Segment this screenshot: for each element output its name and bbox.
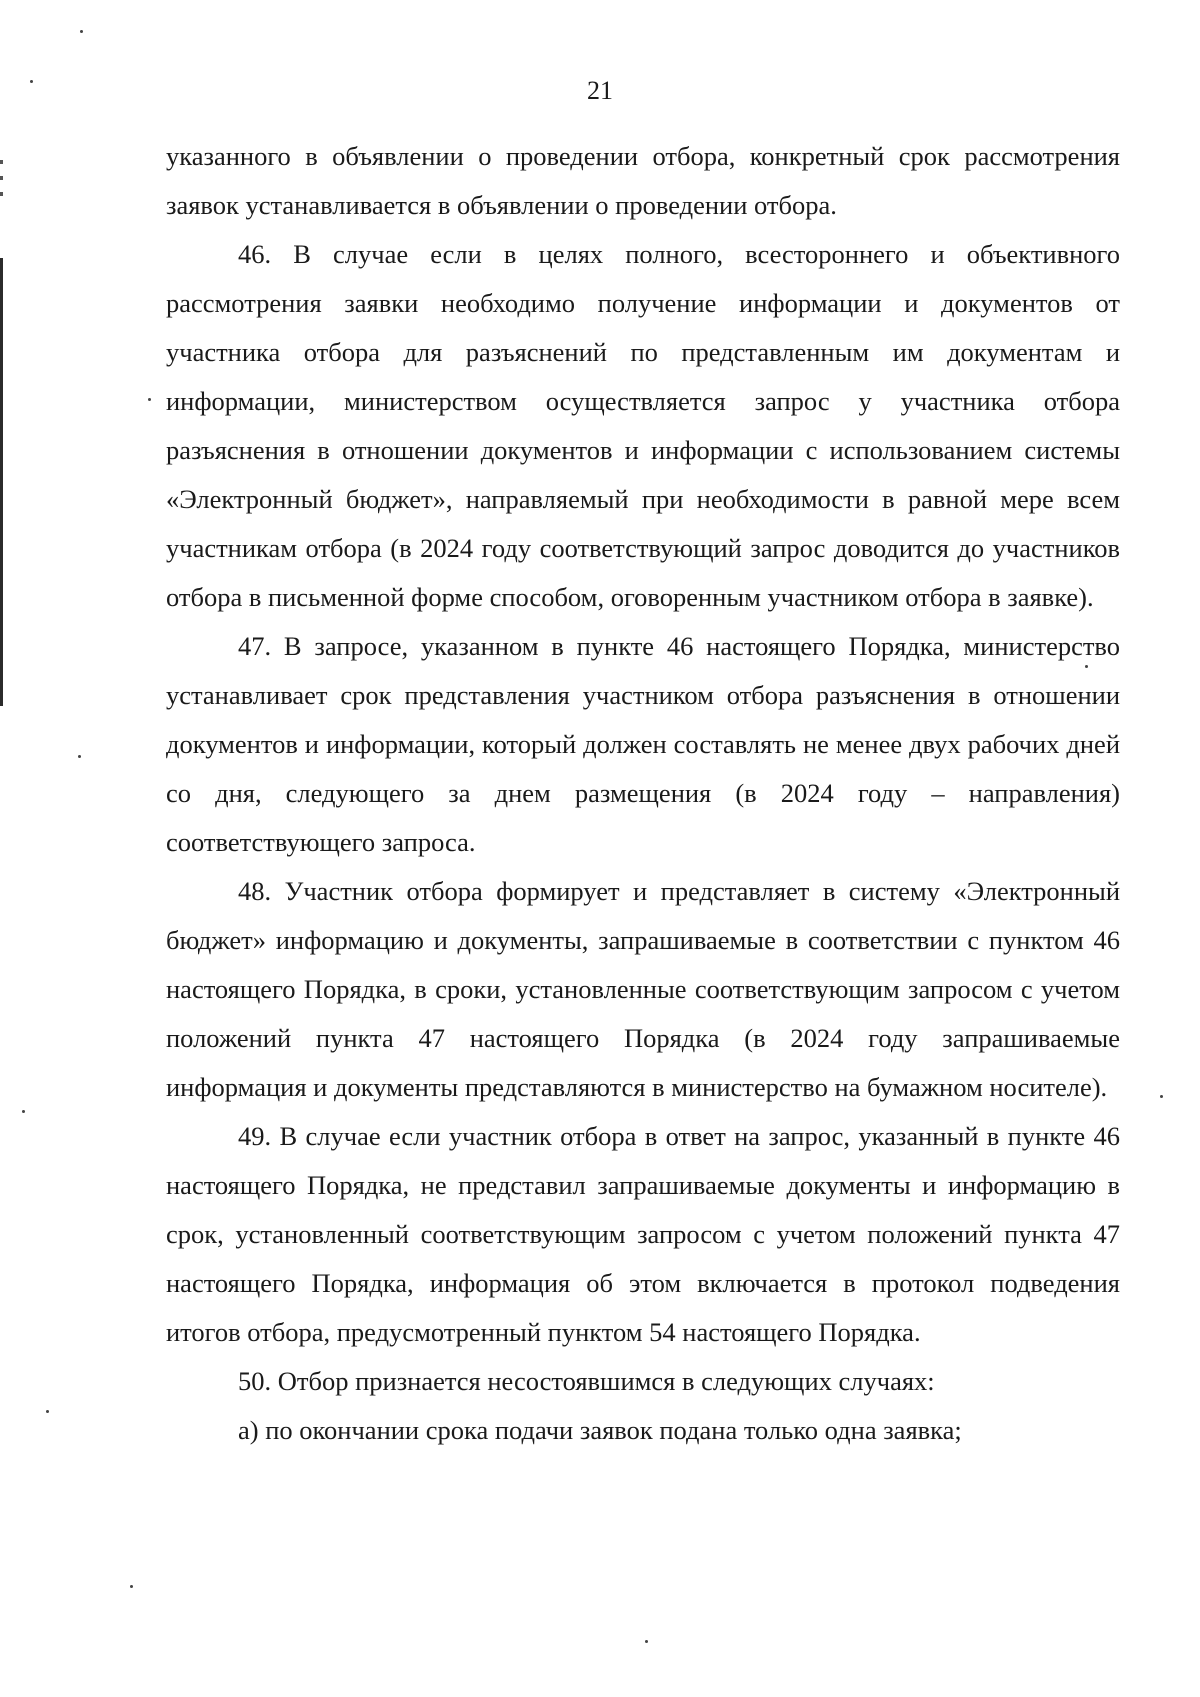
scan-speck (46, 1410, 49, 1413)
scan-speck (80, 30, 83, 33)
paragraph-50a: а) по окончании срока подачи заявок подана только одна заявка; (238, 1415, 962, 1445)
scan-edge-mark (0, 258, 3, 706)
paragraph-47: 47. В запросе, указанном в пункте 46 настоящего Порядка, министерство устанавливает срок представления участником отбора разъяснения в отношении документов и информации, который должен составлять не менее двух рабочих дней со дня, следующего за днем размещения (в 2024 году – направления) соответствующего запроса. (166, 631, 1120, 857)
scan-edge-tick (0, 160, 3, 164)
scan-speck (78, 755, 81, 758)
scan-speck (130, 1585, 133, 1588)
scan-speck (645, 1640, 648, 1643)
paragraph-50: 50. Отбор признается несостоявшимся в следующих случаях: (238, 1366, 935, 1396)
document-body (166, 132, 1120, 1455)
scan-speck (1160, 1095, 1163, 1098)
paragraph-continued: указанного в объявлении о проведении отбора, конкретный срок рассмотрения заявок устанавливается в объявлении о проведении отбора. (166, 141, 1120, 220)
paragraph-46: 46. В случае если в целях полного, всестороннего и объективного рассмотрения заявки необходимо получение информации и документов от участника отбора для разъяснений по представленным им документам и информации, министерством осуществляется запрос у участника отбора разъяснения в отношении документов и информации с использованием системы «Электронный бюджет», направляемый при необходимости в равной мере всем участникам отбора (в 2024 году соответствующий запрос доводится до участников отбора в письменной форме способом, оговоренным участником отбора в заявке). (166, 239, 1120, 612)
paragraph-48: 48. Участник отбора формирует и представляет в систему «Электронный бюджет» информацию и документы, запрашиваемые в соответствии с пунктом 46 настоящего Порядка, в сроки, установленные соответствующим запросом с учетом положений пункта 47 настоящего Порядка (в 2024 году запрашиваемые информация и документы представляются в министерство на бумажном носителе). (166, 876, 1120, 1102)
page-number: 21 (587, 76, 613, 105)
scan-speck (148, 398, 151, 401)
scan-edge-tick (0, 192, 3, 196)
scan-speck (22, 1110, 25, 1113)
scan-edge-tick (0, 176, 3, 180)
paragraph-49: 49. В случае если участник отбора в ответ на запрос, указанный в пункте 46 настоящего Порядка, не представил запрашиваемые документы и информацию в срок, установленный соответствующим запросом с учетом положений пункта 47 настоящего Порядка, информация об этом включается в протокол подведения итогов отбора, предусмотренный пунктом 54 настоящего Порядка. (166, 1121, 1120, 1347)
